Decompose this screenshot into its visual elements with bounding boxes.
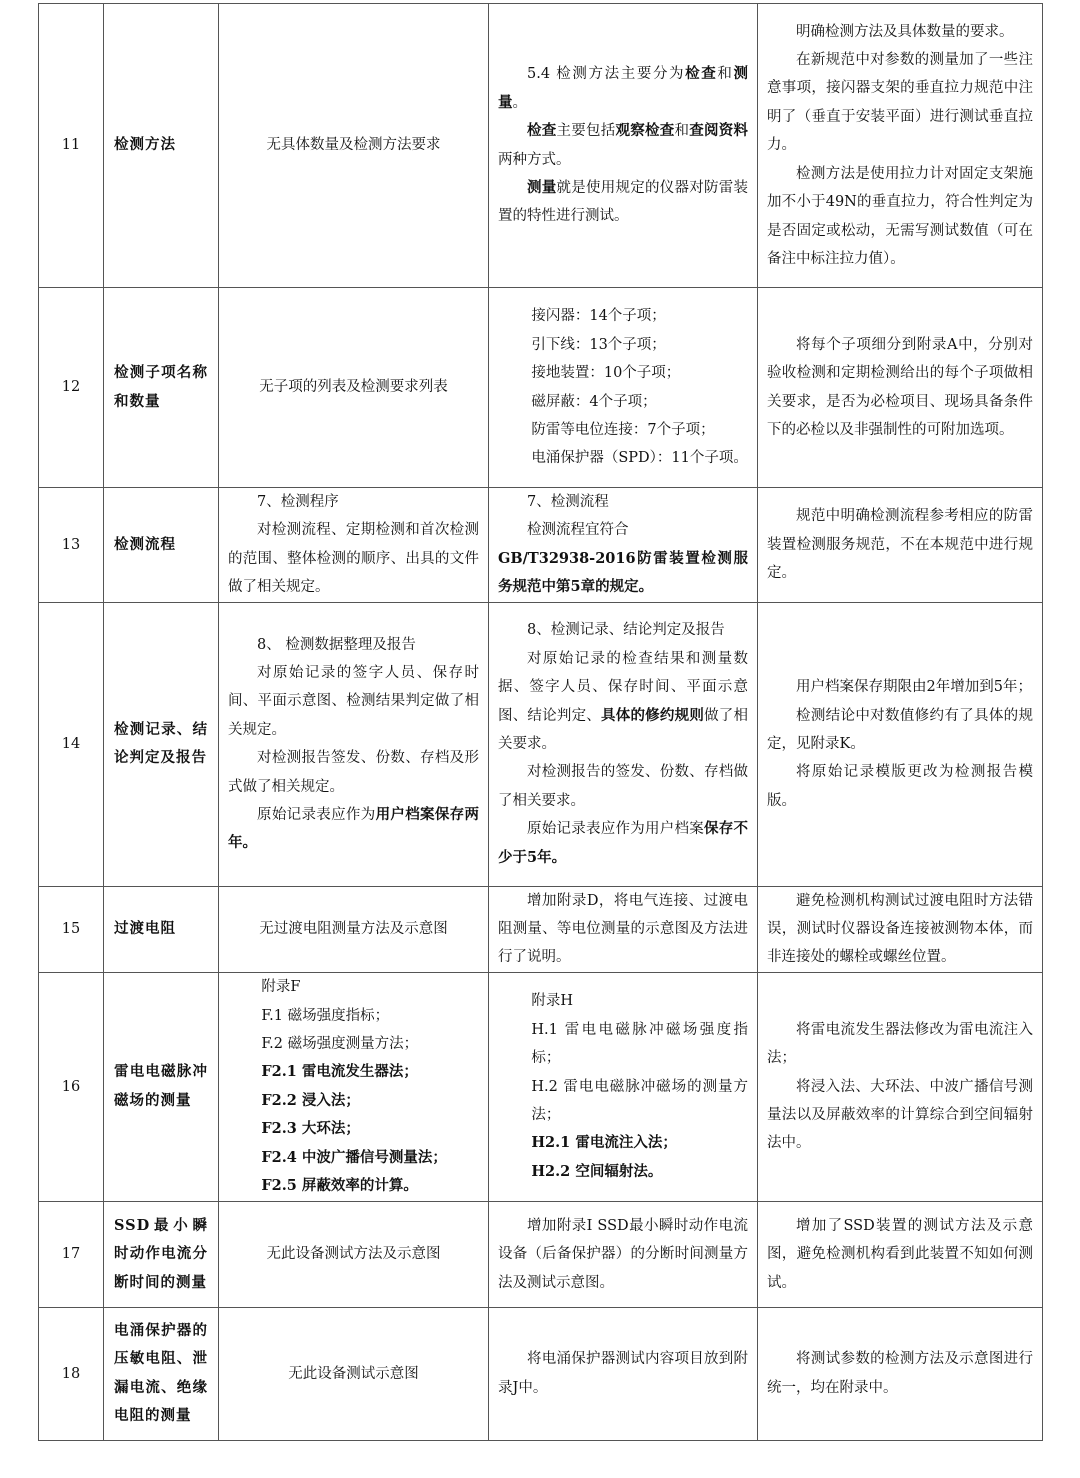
text-segment: H.1 雷电电磁脉冲磁场强度指标； bbox=[531, 1021, 748, 1067]
paragraph bbox=[498, 887, 748, 972]
item-name: 检测流程 bbox=[104, 488, 219, 603]
paragraph bbox=[767, 702, 1033, 759]
row-number: 14 bbox=[39, 602, 104, 886]
paragraph bbox=[228, 488, 479, 516]
change-note-cell bbox=[758, 886, 1043, 972]
paragraph bbox=[498, 1016, 748, 1073]
text-segment: 增加了SSD装置的测试方法及示意图，避免检测机构看到此装置不知如何测试。 bbox=[767, 1217, 1033, 1291]
paragraph bbox=[498, 1212, 748, 1297]
paragraph bbox=[767, 887, 1033, 972]
text-segment: 接地装置：10个子项； bbox=[531, 365, 681, 382]
paragraph bbox=[498, 359, 748, 387]
paragraph bbox=[498, 1073, 748, 1130]
paragraph bbox=[228, 659, 479, 744]
paragraph bbox=[767, 331, 1033, 445]
bold-text-segment: GB/T32938-2016防雷装置检测服务规范中第5章的规定。 bbox=[498, 549, 748, 596]
bold-text-segment: F2.1 雷电流发生器法； bbox=[261, 1063, 418, 1081]
paragraph bbox=[767, 46, 1033, 160]
text-segment: 避免检测机构测试过渡电阻时方法错误，测试时仪器设备连接被测物本体，而非连接处的螺栓或螺丝位置。 bbox=[767, 892, 1033, 966]
paragraph bbox=[498, 1345, 748, 1402]
text-segment: 8、检测记录、结论判定及报告 bbox=[527, 622, 725, 639]
paragraph bbox=[498, 302, 748, 330]
old-spec-cell bbox=[219, 972, 489, 1201]
paragraph bbox=[228, 1360, 479, 1388]
paragraph bbox=[228, 744, 479, 801]
text-segment: 将浸入法、大环法、中波广播信号测量法以及屏蔽效率的计算综合到空间辐射法中。 bbox=[767, 1078, 1033, 1152]
row-number: 12 bbox=[39, 288, 104, 488]
table-row bbox=[39, 1307, 1043, 1440]
text-segment: 对检测流程、定期检测和首次检测的范围、整体检测的顺序、出具的文件做了相关规定。 bbox=[228, 522, 479, 596]
paragraph bbox=[767, 18, 1033, 46]
new-spec-cell bbox=[489, 1201, 758, 1307]
item-name: 电涌保护器的压敏电阻、泄漏电流、绝缘电阻的测量 bbox=[104, 1307, 219, 1440]
bold-text-segment: F2.2 浸入法； bbox=[261, 1091, 360, 1109]
paragraph bbox=[228, 516, 479, 601]
text-segment: 检测结论中对数值修约有了具体的规定，见附录K。 bbox=[767, 707, 1033, 752]
text-segment: 将雷电流发生器法修改为雷电流注入法； bbox=[767, 1021, 1033, 1067]
bold-text-segment: 测量 bbox=[527, 178, 557, 196]
new-spec-cell bbox=[489, 886, 758, 972]
text-segment: 检测方法是使用拉力计对固定支架施加不小于49N的垂直拉力，符合性判定为是否固定或松动，无需写测试数值（可在备注中标注拉力值）。 bbox=[767, 165, 1033, 267]
text-segment: 磁屏蔽：4个子项； bbox=[531, 393, 657, 410]
text-segment: 无此设备测试方法及示意图 bbox=[266, 1246, 441, 1263]
change-note-cell bbox=[758, 1307, 1043, 1440]
table-row bbox=[39, 972, 1043, 1201]
new-spec-cell bbox=[489, 488, 758, 603]
paragraph bbox=[498, 758, 748, 815]
text-segment: 7、检测流程 bbox=[527, 494, 609, 510]
text-segment: 用户档案保存期限由2年增加到5年； bbox=[796, 679, 1032, 696]
change-note-cell bbox=[758, 1201, 1043, 1307]
paragraph bbox=[498, 1129, 748, 1157]
paragraph bbox=[498, 815, 748, 872]
new-spec-cell bbox=[489, 972, 758, 1201]
table-row bbox=[39, 488, 1043, 603]
paragraph bbox=[228, 373, 479, 401]
text-segment: 原始记录表应作为用户档案 bbox=[527, 821, 704, 838]
row-number: 11 bbox=[39, 4, 104, 288]
bold-text-segment: F2.3 大环法； bbox=[261, 1120, 360, 1138]
bold-text-segment: 具体的修约规则 bbox=[601, 706, 705, 724]
paragraph bbox=[498, 444, 748, 472]
old-spec-cell bbox=[219, 886, 489, 972]
paragraph bbox=[498, 416, 748, 444]
text-segment: 明确检测方法及具体数量的要求。 bbox=[796, 23, 1014, 40]
text-segment: 将每个子项细分到附录A中，分别对验收检测和定期检测给出的每个子项做相关要求，是否为必检项目、现场具备条件下的必检以及非强制性的可附加选项。 bbox=[767, 336, 1033, 438]
comparison-table bbox=[38, 3, 1043, 1441]
text-segment: 引下线：13个子项； bbox=[531, 336, 666, 353]
paragraph bbox=[228, 1240, 479, 1268]
paragraph bbox=[498, 174, 748, 231]
text-segment: 附录H bbox=[531, 993, 573, 1010]
text-segment: 将电涌保护器测试内容项目放到附录J中。 bbox=[498, 1351, 748, 1396]
text-segment: 接闪器：14个子项； bbox=[531, 308, 666, 325]
bold-text-segment: F2.5 屏蔽效率的计算。 bbox=[261, 1177, 418, 1195]
paragraph bbox=[767, 1212, 1033, 1297]
text-segment: 7、检测程序 bbox=[257, 494, 339, 510]
paragraph bbox=[767, 502, 1033, 587]
paragraph bbox=[498, 331, 748, 359]
bold-text-segment: 保存不少于5年。 bbox=[498, 820, 748, 866]
paragraph bbox=[228, 1087, 479, 1115]
new-spec-cell bbox=[489, 602, 758, 886]
old-spec-cell bbox=[219, 488, 489, 603]
text-segment: 对原始记录的签字人员、保存时间、平面示意图、检测结果判定做了相关规定。 bbox=[228, 664, 479, 738]
paragraph bbox=[228, 1172, 479, 1200]
paragraph bbox=[767, 673, 1033, 701]
table-row bbox=[39, 602, 1043, 886]
bold-text-segment: 查阅资料 bbox=[689, 122, 748, 140]
paragraph bbox=[767, 1345, 1033, 1402]
text-segment: 和 bbox=[674, 123, 690, 140]
bold-text-segment: 测量 bbox=[498, 65, 749, 111]
table-row bbox=[39, 288, 1043, 488]
paragraph bbox=[498, 516, 748, 544]
text-segment: 检测流程宜符合 bbox=[527, 522, 629, 539]
text-segment: 在新规范中对参数的测量加了一些注意事项，接闪器支架的垂直拉力规范中注明了（垂直于安装平面）进行测试垂直拉力。 bbox=[767, 52, 1033, 154]
old-spec-cell bbox=[219, 4, 489, 288]
text-segment: 无此设备测试示意图 bbox=[288, 1365, 419, 1382]
item-name: 雷电电磁脉冲磁场的测量 bbox=[104, 972, 219, 1201]
table-row bbox=[39, 1201, 1043, 1307]
paragraph bbox=[228, 1002, 479, 1030]
text-segment: 主要包括 bbox=[556, 123, 616, 140]
old-spec-cell bbox=[219, 602, 489, 886]
old-spec-cell bbox=[219, 1201, 489, 1307]
paragraph bbox=[228, 973, 479, 1001]
table-row bbox=[39, 886, 1043, 972]
paragraph bbox=[767, 1073, 1033, 1158]
change-note-cell bbox=[758, 288, 1043, 488]
text-segment: 对检测报告的签发、份数、存档做了相关要求。 bbox=[498, 764, 748, 809]
paragraph bbox=[228, 1115, 479, 1143]
item-name: 检测方法 bbox=[104, 4, 219, 288]
text-segment: 电涌保护器（SPD）：11个子项。 bbox=[531, 450, 748, 467]
paragraph bbox=[767, 758, 1033, 815]
paragraph bbox=[498, 488, 748, 516]
row-number: 13 bbox=[39, 488, 104, 603]
text-segment: 无子项的列表及检测要求列表 bbox=[259, 379, 448, 396]
change-note-cell bbox=[758, 972, 1043, 1201]
item-name: SSD最小瞬时动作电流分断时间的测量 bbox=[104, 1201, 219, 1307]
paragraph bbox=[228, 631, 479, 659]
bold-text-segment: F2.4 中波广播信号测量法； bbox=[261, 1148, 447, 1166]
text-segment: 做了相关要求。 bbox=[498, 707, 748, 752]
paragraph bbox=[498, 1158, 748, 1186]
text-segment: 对检测报告签发、份数、存档及形式做了相关规定。 bbox=[228, 750, 479, 795]
text-segment: H.2 雷电电磁脉冲磁场的测量方法； bbox=[531, 1078, 748, 1124]
text-segment: 防雷等电位连接：7个子项； bbox=[531, 421, 715, 438]
text-segment: 增加附录I SSD最小瞬时动作电流设备（后备保护器）的分断时间测量方法及测试示意图。 bbox=[498, 1217, 748, 1291]
new-spec-cell bbox=[489, 288, 758, 488]
text-segment: 将原始记录模版更改为检测报告模版。 bbox=[767, 764, 1033, 809]
text-segment: 规范中明确检测流程参考相应的防雷装置检测服务规范，不在本规范中进行规定。 bbox=[767, 508, 1033, 582]
item-name: 过渡电阻 bbox=[104, 886, 219, 972]
text-segment: 。 bbox=[512, 94, 527, 111]
text-segment: F.1 磁场强度指标； bbox=[261, 1007, 390, 1024]
text-segment: 无过渡电阻测量方法及示意图 bbox=[259, 921, 448, 938]
paragraph bbox=[498, 117, 748, 174]
text-segment: 就是使用规定的仪器对防雷装置的特性进行测试。 bbox=[498, 179, 748, 225]
row-number: 18 bbox=[39, 1307, 104, 1440]
bold-text-segment: 用户档案保存两年。 bbox=[228, 805, 480, 852]
bold-text-segment: 检查 bbox=[685, 65, 718, 83]
item-name: 检测记录、结论判定及报告 bbox=[104, 602, 219, 886]
paragraph bbox=[498, 987, 748, 1015]
old-spec-cell bbox=[219, 288, 489, 488]
change-note-cell bbox=[758, 602, 1043, 886]
text-segment: F.2 磁场强度测量方法； bbox=[261, 1036, 419, 1053]
text-segment: 原始记录表应作为 bbox=[257, 806, 376, 823]
bold-text-segment: H2.2 空间辐射法。 bbox=[531, 1162, 663, 1180]
text-segment: 附录F bbox=[261, 979, 301, 996]
paragraph bbox=[228, 1058, 479, 1086]
bold-text-segment: H2.1 雷电流注入法； bbox=[531, 1134, 677, 1152]
item-name: 检测子项名称和数量 bbox=[104, 288, 219, 488]
text-segment: 增加附录D，将电气连接、过渡电阻测量、等电位测量的示意图及方法进行了说明。 bbox=[498, 892, 748, 966]
bold-text-segment: 观察检查 bbox=[615, 122, 675, 140]
paragraph bbox=[498, 545, 748, 602]
new-spec-cell bbox=[489, 1307, 758, 1440]
row-number: 17 bbox=[39, 1201, 104, 1307]
text-segment: 8、 检测数据整理及报告 bbox=[257, 636, 416, 653]
paragraph bbox=[228, 131, 479, 159]
text-segment: 将测试参数的检测方法及示意图进行统一，均在附录中。 bbox=[767, 1351, 1033, 1396]
change-note-cell bbox=[758, 4, 1043, 288]
paragraph bbox=[767, 160, 1033, 274]
paragraph bbox=[498, 388, 748, 416]
table-row bbox=[39, 4, 1043, 288]
paragraph bbox=[767, 1016, 1033, 1073]
new-spec-cell bbox=[489, 4, 758, 288]
bold-text-segment: 检查 bbox=[527, 122, 557, 140]
old-spec-cell bbox=[219, 1307, 489, 1440]
row-number: 16 bbox=[39, 972, 104, 1201]
paragraph bbox=[228, 915, 479, 943]
paragraph bbox=[498, 616, 748, 644]
text-segment: 和 bbox=[717, 66, 734, 83]
paragraph bbox=[498, 60, 748, 117]
paragraph bbox=[228, 801, 479, 858]
text-segment: 两种方式。 bbox=[498, 151, 571, 168]
change-note-cell bbox=[758, 488, 1043, 603]
text-segment: 无具体数量及检测方法要求 bbox=[266, 137, 441, 154]
paragraph bbox=[498, 645, 748, 759]
text-segment: 对原始记录的检查结果和测量数据、签字人员、保存时间、平面示意图、结论判定、 bbox=[498, 650, 748, 724]
paragraph bbox=[228, 1030, 479, 1058]
text-segment: 5.4 检测方法主要分为 bbox=[527, 66, 686, 83]
row-number: 15 bbox=[39, 886, 104, 972]
paragraph bbox=[228, 1144, 479, 1172]
